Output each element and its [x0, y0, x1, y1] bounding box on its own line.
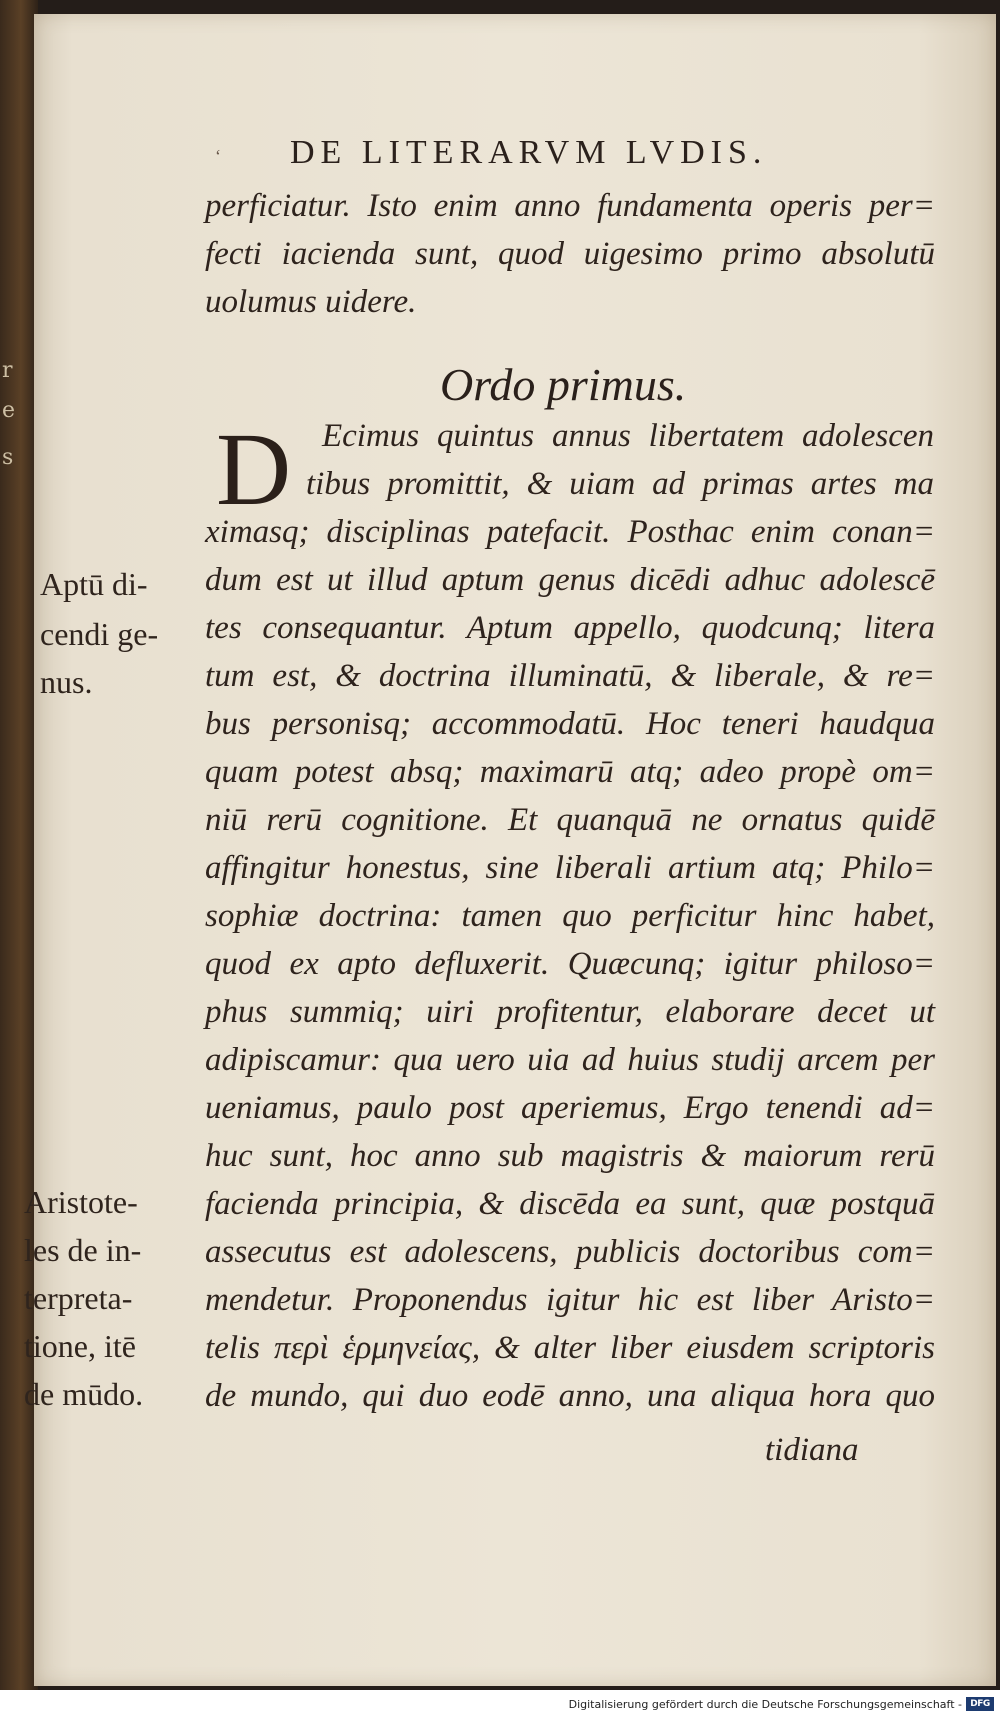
section-title: Ordo primus.: [440, 359, 687, 410]
text-line: facienda principia, & discēda ea sunt, quæ postquā: [205, 1186, 935, 1222]
digitization-credit: Digitalisierung gefördert durch die Deutsche Forschungsgemeinschaft -: [568, 1698, 962, 1711]
text-line: assecutus est adolescens, publicis doctoribus com=: [205, 1234, 935, 1270]
text-line: mendetur. Proponendus igitur hic est liber Aristo=: [205, 1282, 935, 1318]
text-line: ximasq; disciplinas patefacit. Posthac enim conan=: [205, 514, 935, 550]
margin-note-line: tione, itē: [24, 1328, 136, 1364]
text-line: quod ex apto defluxerit. Quæcunq; igitur philoso=: [205, 946, 935, 982]
running-head-ornament: ‘: [215, 146, 221, 166]
text-line: fecti iacienda sunt, quod uigesimo primo absolutū: [205, 236, 935, 272]
margin-note-line: Aristote-: [24, 1184, 138, 1220]
dfg-logo: DFG: [966, 1697, 994, 1711]
text-line: ueniamus, paulo post aperiemus, Ergo tenendi ad=: [205, 1090, 935, 1126]
text-line: adipiscamur: qua uero uia ad huius studij arcem per: [205, 1042, 935, 1078]
drop-cap-initial: D: [216, 412, 292, 527]
adjacent-page-fragment: s: [2, 445, 14, 470]
margin-note-line: de mūdo.: [24, 1376, 144, 1412]
text-line: phus summiq; uiri profitentur, elaborare decet ut: [205, 994, 935, 1030]
text-line: affingitur honestus, sine liberali artium atq; Philo=: [205, 850, 935, 886]
text-line: perficiatur. Isto enim anno fundamenta operis per=: [205, 188, 935, 224]
text-line: sophiæ doctrina: tamen quo perficitur hinc habet,: [205, 898, 935, 934]
book-binding: [0, 0, 38, 1718]
text-line: de mundo, qui duo eodē anno, una aliqua hora quo: [205, 1378, 935, 1414]
text-line: huc sunt, hoc anno sub magistris & maiorum rerū: [205, 1138, 935, 1174]
margin-note-line: nus.: [40, 664, 93, 700]
adjacent-page-fragment: r: [2, 358, 13, 383]
margin-note-line: terpreta-: [24, 1280, 133, 1316]
text-line: dum est ut illud aptum genus dicēdi adhuc adolescē: [205, 562, 935, 598]
text-line: bus personisq; accommodatū. Hoc teneri haudqua: [205, 706, 935, 742]
text-line: uolumus uidere.: [205, 284, 417, 320]
text-line: tum est, & doctrina illuminatū, & liberale, & re=: [205, 658, 935, 694]
margin-note-line: les de in-: [24, 1232, 142, 1268]
text-line: telis περὶ ἑρμηνείας, & alter liber eiusdem scriptoris: [205, 1330, 935, 1366]
running-head: DE LITERARVM LVDIS.: [290, 134, 768, 171]
text-line: tes consequantur. Aptum appello, quodcunq; litera: [205, 610, 935, 646]
margin-note-line: Aptū di-: [40, 566, 148, 602]
text-line: quam potest absq; maximarū atq; adeo propè om=: [205, 754, 935, 790]
margin-note-line: cendi ge-: [40, 616, 159, 652]
text-line: Ecimus quintus annus libertatem adolescen: [322, 418, 934, 454]
text-line: tibus promittit, & uiam ad primas artes ma: [306, 466, 934, 502]
text-line: niū rerū cognitione. Et quanquā ne ornatus quidē: [205, 802, 935, 838]
adjacent-page-fragment: e: [2, 398, 16, 423]
catchword: tidiana: [765, 1432, 859, 1468]
